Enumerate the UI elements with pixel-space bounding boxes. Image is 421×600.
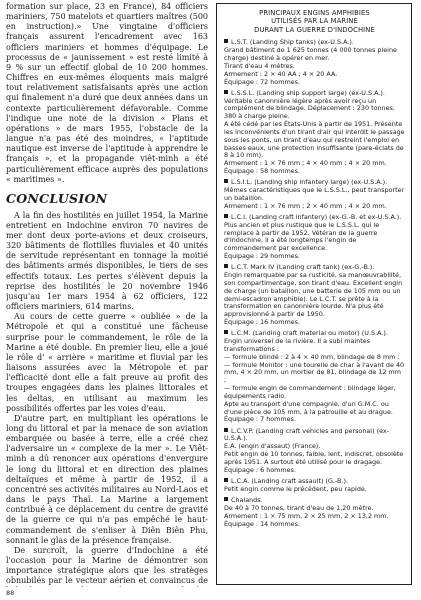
craft-detail: Équipage : 29 hommes. [224,252,300,261]
craft-detail: Apte au transport d'une compagnie, d'un G.M.C. ou d'une pièce de 105 mm, à la patrouille et au drague. [224,399,393,416]
craft-entry [224,214,405,261]
sidebar-title-line: PRINCIPAUX ENGINS AMPHIBIES [259,9,370,17]
craft-name [224,428,405,444]
craft-detail: Équipage : 58 hommes. [224,166,300,175]
craft-detail: Engin universel de la rivière. Il a subi maintes transformations : [224,337,371,354]
bullet-icon [224,214,228,218]
paragraph: A la fin des hostilités en juillet 1954, la Marine entretient en Indochine environ 70 navires de mer dont deux porte-avions et deux croiseurs, 320 bâtiments de flottilles fluviales et 40 unités de servitude représentant en tonnage la moitié des bâtiments armés disponibles, le tiers de ses effectifs totaux. Les pertes s'élèvent depuis la reprise des hostilités le 20 novembre 1946 jusqu'au 1er mars 1954 à 62 officiers, 122 officiers mariniers, 614 marins. [6,210,208,312]
craft-detail: Équipage : 14 hommes. [224,519,300,528]
craft-detail: — formule blindé : 2 à 4 × 40 mm, blindage de 8 mm ; [224,352,400,361]
bullet-icon [224,264,228,268]
sidebar-title-line: UTILISÉS PAR LA MARINE [271,17,358,26]
craft-detail: Équipage : 7 hommes. [224,415,296,424]
craft-entry [224,264,405,327]
craft-detail: Plus ancien et plus rustique que le L.S.S.L. qui le remplace à partir de 1952. Vétéran de la guerre d'Indochine, il a été longtemps l'engin de commandement par excellence. [224,220,380,253]
bullet-icon [224,39,228,43]
craft-detail: Équipage : 6 hommes. [224,465,296,474]
craft-detail: Engin remarquable par sa rusticité, sa manœuvrabilité, son compartimentage, son tirant d'eau. Excellent engin de charge (un bataillon, une batterie de 105 mm ou un demi-escadron amphibie). Le L.C.T. se prête à la transformation en canonnière lourde. N'a plus été approvisionné à partir de 1950. [224,271,403,319]
paragraph-text: De surcroît, la guerre d'Indochine a été l'occasion pour la Marine de démontrer son importance stratégique alors que les stratèges obnubilés par le vecteur aérien et convaincus de [6,545,208,586]
sidebar-title [224,9,405,34]
craft-detail: Grand bâtiment de 1 625 tonnes (4 000 tonnes pleine charge) destiné à opérer en mer. [224,46,397,63]
craft-entry [224,478,405,494]
intro-text [6,2,208,185]
conclusion-heading: CONCLUSION [6,190,108,206]
conclusion-text [6,211,208,587]
craft-name-text: L.S.S.L. (Landing ship support large) (ex-U.S.A.). [231,88,385,97]
amphibious-craft-sidebar [216,3,412,585]
craft-detail: Armement : 2 × 40 AA ; 4 × 20 AA. [224,69,338,78]
craft-entry [224,497,405,528]
bullet-icon [224,179,228,183]
craft-detail: De 40 à 70 tonnes, tirant d'eau de 1,20 mètre. [224,503,374,512]
craft-detail: Armement : 1 × 76 mm ; 4 × 40 mm ; 4 × 20 mm. [224,159,387,168]
craft-detail: Véritable canonnière légère après avoir reçu un complément de blindage. Déplacement : 230 tonnes, 380 à charge pleine. [224,96,395,121]
bullet-icon [224,428,228,432]
craft-detail: Équipage : 72 hommes. [224,77,300,86]
bullet-icon [224,497,228,501]
main-text-column [6,2,208,587]
craft-name-text: L.C.M. (Landing craft material ou motor) (U.S.A.). [231,329,388,338]
craft-name-text: L.S.T. (Landing Ship tanks) (ex-U.S.A.). [231,38,354,47]
craft-detail: Armement : 1 × 76 mm ; 2 × 40 mm ; 4 × 20 mm. [224,201,387,210]
craft-detail: Armement : 1 × 75 mm, 2 × 25 mm, 2 × 13,2 mm. [224,511,389,520]
craft-name-text: L.C.T. Mark IV (Landing craft tank) (ex-G.-B.). [231,263,375,272]
craft-detail: Tirant d'eau 4 mètres. [224,61,295,70]
bullet-icon [224,90,228,94]
paragraph: Au cours de cette guerre « oubliée » de la Métropole et qui a constitué une fâcheuse surprise pour le commandement, le rôle de la Marine a été double. En premier lieu, elle a joué le rôle d' « arrière » maritime et fluvial par les liaisons assurées avec la Métropole et par l'efficacité dont elle a fait preuve au profit des troupes engagées dans les plaines littorales et les deltas, en utilisant au maximum les possibilités offertes par les voies d'eau. [6,312,208,413]
bullet-icon [224,478,228,482]
paragraph: formation sur place, 23 en France), 84 officiers mariniers, 750 matelots et quartiers maîtres (500 en instruction).» Une vingtaine d'officiers français assurent l'encadrement avec 163 officiers mariniers et hommes d'équipage. Le processus de « jaunissement » est resté limité à 9 % sur un effectif global de 10 200 hommes. Chiffres en eux-mêmes éloquents mais malgré tout relativement satisfaisants après une action qui finalement n'a duré que deux années dans un contexte particulièrement défavorable. Comme l'indique une note de la division « Plans et opérations » de mars 1955, l'obstacle de la langue n'a pas été des moindres, « l'aptitude nautique est inverse de l'aptitude à apprendre le français », et la propagande viêt-minh a été particulièrement efficace auprès des populations « maritimes ». [6,2,208,184]
craft-name-text: L.S.I.L. (Landing ship infantery large) (ex-U.S.A.). [231,178,388,187]
craft-detail: Équipage : 16 hommes. [224,318,300,327]
craft-entry [224,330,405,424]
craft-detail: — formule engin de commandement : blindage léger, équipements radio. [224,384,396,400]
craft-entry [224,90,405,176]
craft-entries [224,39,405,528]
craft-entry [224,179,405,210]
craft-detail: E.A. (engin d'assaut) (France). [224,442,321,451]
craft-entry [224,39,405,86]
paragraph [6,546,208,587]
craft-name-text: L.C.I. (Landing craft infantery) (ex-G.-B. et ex-U.S.A.). [231,213,402,222]
craft-name-text: L.C.A. (Landing craft assault) (G.-B.). [231,477,348,486]
craft-name-text: Chalands. [231,496,263,505]
craft-detail: Petit engin de 10 tonnes, faible, lent, indiscret, obsolète après 1951. A surtout été utilisé pour le dragage. [224,450,404,466]
craft-detail: — formule Monitor : une tourelle de char à l'avant de 40 mm, 4 × 20 mm, un mortier de 81, blindage de 12 mm ; [224,360,405,385]
craft-name-text: L.C.V.P. (Landing craft vehicles and personal) (ex-U.S.A.). [224,426,390,443]
craft-detail: Mêmes caractéristiques que le L.S.S.L., peut transporter un bataillon. [224,186,405,202]
sidebar-title-line: DURANT LA GUERRE D'INDOCHINE [254,25,375,34]
craft-detail: Petit engin comme le précédent, peu rapide. [224,484,367,493]
bullet-icon [224,330,228,334]
craft-detail: A été cédé par les États-Unis à partir de 1951. Présente les inconvénients d'un tirant d'air qui interdit le passage sous les ponts, un tirant d'eau qui restreint l'emploi en basses eaux, une protection insuffisante (pare-éclats de 8 à 10 mm). [224,120,405,160]
paragraph: D'autre part, en multipliant les opérations le long du littoral et par la menace de son aviation embarquée ou basée à terre, elle a créé chez l'adversaire un « complexe de la mer ». Le Viêt-minh a dû renoncer aux opérations d'envergure le long du littoral et en direction des plaines deltaïques et même à partir de 1952, il a concentré ses activités militaires au Nord-Laos et dans le pays Thaï. La Marine a largement contribué à ce déplacement du centre de gravité de la guerre ce qui n'a pas empêché le haut-commandement de s'enliser à Diên Biên Phu, sonnant le glas de la présence française. [6,413,208,545]
craft-entry [224,428,405,475]
page-number: 88 [6,589,15,597]
